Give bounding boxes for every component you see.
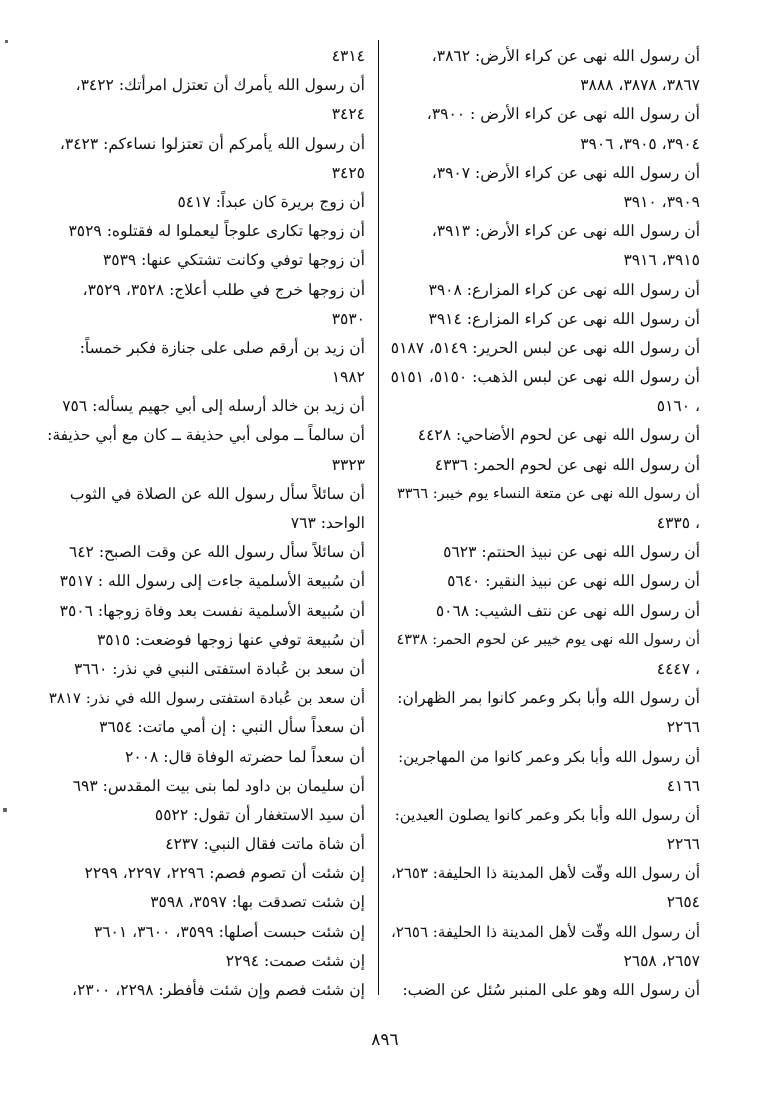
index-line: أن زيد بن أرقم صلى على جنازة فكبر خمساً: <box>79 338 365 357</box>
index-line: أن رسول الله نهى عن لبس الحرير: ٥١٤٩، ٥١٨٧ <box>390 338 700 357</box>
index-line: أن سائلاً سأل رسول الله عن وقت الصبح: ٦٤٢ <box>68 543 365 562</box>
index-line: ٤٣١٤ <box>331 47 365 65</box>
index-line: أن زوجها توفي وكانت تشتكي عنها: ٣٥٣٩ <box>102 251 365 270</box>
index-line: أن رسول الله نهى عن لحوم الأضاحي: ٤٤٢٨ <box>417 426 700 445</box>
index-line: ٢٢٦٦ <box>666 718 700 737</box>
index-line: ٣٣٢٣ <box>331 455 365 474</box>
index-line: ٣٤٢٥ <box>331 163 365 182</box>
index-line: أن رسول الله نهى عن متعة النساء يوم خيبر: ٣٣٦٦ <box>396 485 700 502</box>
index-line: أن زوجها خرج في طلب أعلاج: ٣٥٢٨، ٣٥٢٩، <box>82 280 365 299</box>
index-line: أن رسول الله وأبا بكر وعمر كانوا من المهاجرين: <box>398 747 700 766</box>
index-line: أن سعداً سأل النبي : إن أمي ماتت: ٣٦٥٤ <box>99 718 365 737</box>
index-line: أن رسول الله وقّت لأهل المدينة ذا الحليفة: ٢٦٥٦، <box>390 922 700 941</box>
index-line: ، ٤٣٣٥ <box>656 514 700 532</box>
index-line: أن رسول الله نهى عن كراء الأرض: ٣٨٦٢، <box>431 47 700 65</box>
right-column <box>390 42 700 1005</box>
index-line: ٢٦٥٧، ٢٦٥٨ <box>623 951 700 970</box>
index-line: أن رسول الله يأمركم أن تعتزلوا نساءكم: ٣٤٢٣، <box>59 134 365 153</box>
index-line: ٤١٦٦ <box>666 776 700 795</box>
index-line: أن رسول الله نهى عن كراء الأرض : ٣٩٠٠، <box>426 105 700 124</box>
index-line: أن رسول الله وقّت لأهل المدينة ذا الحليفة: ٢٦٥٣، <box>390 864 700 883</box>
index-line: أن سائلاً سأل رسول الله عن الصلاة في الثوب <box>69 484 365 503</box>
index-line: أن رسول الله نهى عن لبس الذهب: ٥١٥٠، ٥١٥١ <box>390 368 700 387</box>
index-line: أن سعد بن عُبادة استفتى رسول الله في نذر: ٣٨١٧ <box>48 689 365 708</box>
index-line: إن شئت صمت: ٢٢٩٤ <box>225 951 365 970</box>
index-line: الواحد: ٧٦٣ <box>290 514 365 532</box>
index-line: أن سعداً لما حضرته الوفاة قال: ٢٠٠٨ <box>125 747 365 766</box>
index-line: أن رسول الله نهى عن لحوم الحمر: ٤٣٣٦ <box>434 455 700 474</box>
index-line: ، ٤٤٤٧ <box>656 659 700 678</box>
index-line: أن رسول الله نهى عن كراء المزارع: ٣٩١٤ <box>428 309 700 328</box>
index-line: أن رسول الله وأبا بكر وعمر كانوا يصلون العيدين: <box>394 805 700 824</box>
index-line: ٣٩١٥، ٣٩١٦ <box>623 251 700 270</box>
index-line: أن رسول الله نهى عن كراء المزارع: ٣٩٠٨ <box>428 280 700 299</box>
index-line: ٢٢٦٦ <box>666 835 700 854</box>
index-line: إن شئت حبست أصلها: ٣٥٩٩، ٣٦٠٠، ٣٦٠١ <box>93 922 365 941</box>
index-line: أن رسول الله نهى يوم خيبر عن لحوم الحمر: ٤٣٣٨ <box>396 631 700 648</box>
scan-speck <box>3 808 7 812</box>
index-line: ٣٨٦٧، ٣٨٧٨، ٣٨٨٨ <box>580 76 700 95</box>
index-line: أن سعد بن عُبادة استفتى النبي في نذر: ٣٦٦٠ <box>74 659 365 678</box>
index-line: أن رسول الله نهى عن كراء الأرض: ٣٩٠٧، <box>431 163 700 182</box>
index-line: أن شاة ماتت فقال النبي: ٤٢٣٧ <box>165 835 365 854</box>
scan-speck <box>5 40 8 43</box>
index-line: أن سالماً ــ مولى أبي حذيفة ــ كان مع أبي حذيفة: <box>47 426 365 445</box>
index-line: أن رسول الله نهى عن نبيذ النقير: ٥٦٤٠ <box>447 572 700 591</box>
index-line: إن شئت فصم وإن شئت فأفطر: ٢٢٩٨، ٢٣٠٠، <box>72 981 365 999</box>
index-line: أن سيد الاستغفار أن تقول: ٥٥٢٢ <box>154 805 365 824</box>
column-divider <box>378 40 379 995</box>
index-line: ٣٤٢٤ <box>331 105 365 124</box>
index-line: أن رسول الله نهى عن كراء الأرض: ٣٩١٣، <box>431 222 700 241</box>
index-line: أن زوج بريرة كان عبداً: ٥٤١٧ <box>177 192 365 211</box>
index-line: إن شئت تصدقت بها: ٣٥٩٧، ٣٥٩٨ <box>150 893 365 912</box>
index-line: ٣٩٠٤، ٣٩٠٥، ٣٩٠٦ <box>580 134 700 153</box>
index-line: ، ٥١٦٠ <box>656 397 700 416</box>
index-line: أن رسول الله يأمرك أن تعتزل امرأتك: ٣٤٢٢، <box>75 76 365 95</box>
index-line: أن رسول الله وهو على المنبر سُئل عن الضب: <box>402 981 700 999</box>
index-line: أن سليمان بن داود لما بنى بيت المقدس: ٦٩٣ <box>72 776 365 795</box>
index-line: ٣٩٠٩، ٣٩١٠ <box>623 192 700 211</box>
index-line: أن سُبيعة الأسلمية نفست بعد وفاة زوجها: ٣٥٠٦ <box>59 601 365 620</box>
index-line: أن رسول الله نهى عن نبيذ الحنتم: ٥٦٢٣ <box>443 543 700 562</box>
index-line: أن زيد بن خالد أرسله إلى أبي جهيم يسأله: ٧٥٦ <box>62 397 365 416</box>
left-column <box>40 42 365 1005</box>
page-number: ٨٩٦ <box>371 1030 399 1050</box>
index-line: ٢٦٥٤ <box>666 893 700 912</box>
index-line: ١٩٨٢ <box>331 368 365 387</box>
index-line: أن سُبيعة الأسلمية جاءت إلى رسول الله : ٣٥١٧ <box>59 572 365 591</box>
index-line: أن سُبيعة توفي عنها زوجها فوضعت: ٣٥١٥ <box>96 630 365 649</box>
index-line: أن رسول الله وأبا بكر وعمر كانوا بمر الظهران: <box>397 689 700 708</box>
index-line: ٣٥٣٠ <box>331 309 365 328</box>
index-line: إن شئت أن تصوم فصم: ٢٢٩٦، ٢٢٩٧، ٢٢٩٩ <box>84 864 365 883</box>
index-line: أن رسول الله نهى عن نتف الشيب: ٥٠٦٨ <box>435 601 700 620</box>
index-line: أن زوجها تكارى علوجاً ليعملوا له فقتلوه: ٣٥٢٩ <box>68 222 365 241</box>
